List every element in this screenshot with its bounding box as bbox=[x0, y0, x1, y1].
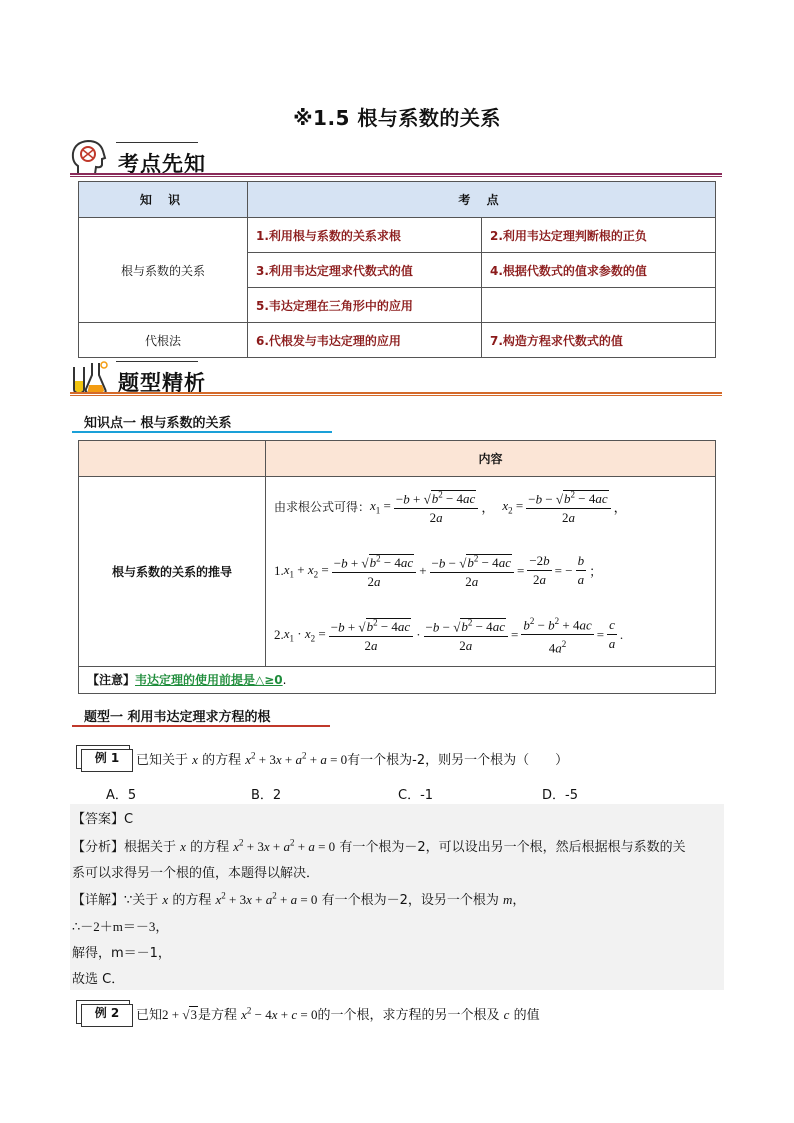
option-a: A．5 bbox=[106, 788, 137, 803]
note-text: 韦达定理的使用前提是△≥0 bbox=[135, 673, 283, 687]
example-1-question: 已知关于 x 的方程 $x^2 + 3x + a^2 + a = 0$有一个根为-2，则另一个根为（ ） bbox=[136, 750, 569, 768]
type-title: 题型一 利用韦达定理求方程的根 bbox=[84, 710, 271, 725]
section-title-tixing: 题型精析 bbox=[118, 371, 206, 395]
formula-roots: 由求根公式可得： $x_1$ = $\frac{-b + √b^2 - 4ac}{2a}$ ， $x_2$ = $\frac{-b - √b^2 - 4ac}{2a}$ ， bbox=[274, 487, 627, 526]
formula-cell bbox=[266, 477, 716, 667]
table-header: 内容 bbox=[266, 441, 716, 477]
table-header: 知 识 bbox=[79, 182, 248, 218]
detail-step-1: ∴－2＋m＝－3， bbox=[72, 919, 169, 934]
kaodian-table bbox=[78, 181, 716, 358]
page-title: ※1.5 根与系数的关系 bbox=[293, 106, 501, 130]
brain-head-icon bbox=[70, 138, 110, 176]
detail-line-1: 【详解】∵关于 x 的方程 $x^2 + 3x + a^2 + a = 0$ 有一个根为－2，设另一个根为 m， bbox=[72, 890, 526, 908]
flask-icon bbox=[70, 357, 110, 395]
option-c: C．-1 bbox=[398, 788, 434, 803]
table-cell-item: 2.利用韦达定理判断根的正负 bbox=[482, 218, 716, 253]
type-title-underline bbox=[72, 725, 330, 727]
note-box: 【注意】韦达定理的使用前提是△≥0. bbox=[78, 666, 716, 694]
analysis-line-1: 【分析】根据关于 x 的方程 $x^2 + 3x + a^2 + a = 0$ 有一个根为－2，可以设出另一个根，然后根据根与系数的关 bbox=[72, 837, 686, 855]
content-table bbox=[78, 440, 716, 667]
table-cell-item: 7.构造方程求代数式的值 bbox=[482, 323, 716, 358]
table-header: 考 点 bbox=[248, 182, 716, 218]
table-cell-item: 1.利用根与系数的关系求根 bbox=[248, 218, 482, 253]
section-header-tixing bbox=[70, 357, 722, 399]
section-header-kaodian bbox=[70, 138, 722, 180]
table-cell-topic: 根与系数的关系 bbox=[79, 218, 248, 323]
table-cell-item: 4.根据代数式的值求参数的值 bbox=[482, 253, 716, 288]
table-cell-item: 5.韦达定理在三角形中的应用 bbox=[248, 288, 482, 323]
detail-step-2: 解得，m＝－1， bbox=[72, 946, 171, 961]
detail-step-3: 故选 C． bbox=[72, 972, 125, 987]
row-label: 根与系数的关系的推导 bbox=[79, 477, 266, 667]
answer-text: 【答案】C bbox=[72, 812, 134, 827]
example-2-question: 已知2 + √3是方程 $x^2 - 4x + c = 0$的一个根，求方程的另一个根及 c 的值 bbox=[136, 1005, 540, 1023]
example-1-label: 例 1 bbox=[76, 745, 130, 769]
option-d: D．-5 bbox=[542, 788, 578, 803]
table-cell-topic: 代根法 bbox=[79, 323, 248, 358]
example-2-label: 例 2 bbox=[76, 1000, 130, 1024]
option-b: B．2 bbox=[251, 788, 282, 803]
point-title-underline bbox=[72, 431, 332, 433]
formula-product: 2. $x_1 \cdot x_2$ = $\frac{-b + √b^2 - 4ac}{2a}$ · $\frac{-b - √b^2 - 4ac}{2a}$ = $\frac{b^2 - b^2 + 4ac}{4a^2}$ = $\frac{c}{a}$ . bbox=[274, 613, 623, 657]
table-header-empty bbox=[79, 441, 266, 477]
section-title-kaodian: 考点先知 bbox=[118, 152, 206, 176]
table-cell-item: 6.代根发与韦达定理的应用 bbox=[248, 323, 482, 358]
point-title: 知识点一 根与系数的关系 bbox=[84, 416, 232, 431]
table-cell-item: 3.利用韦达定理求代数式的值 bbox=[248, 253, 482, 288]
analysis-line-2: 系可以求得另一个根的值，本题得以解决． bbox=[72, 866, 320, 881]
formula-sum: 1. $x_1 + x_2$ = $\frac{-b + √b^2 - 4ac}{2a}$ + $\frac{-b - √b^2 - 4ac}{2a}$ = $\frac{-2b}{2a}$ = − $\frac{b}{a}$ ； bbox=[274, 551, 602, 590]
table-cell-item bbox=[482, 288, 716, 323]
